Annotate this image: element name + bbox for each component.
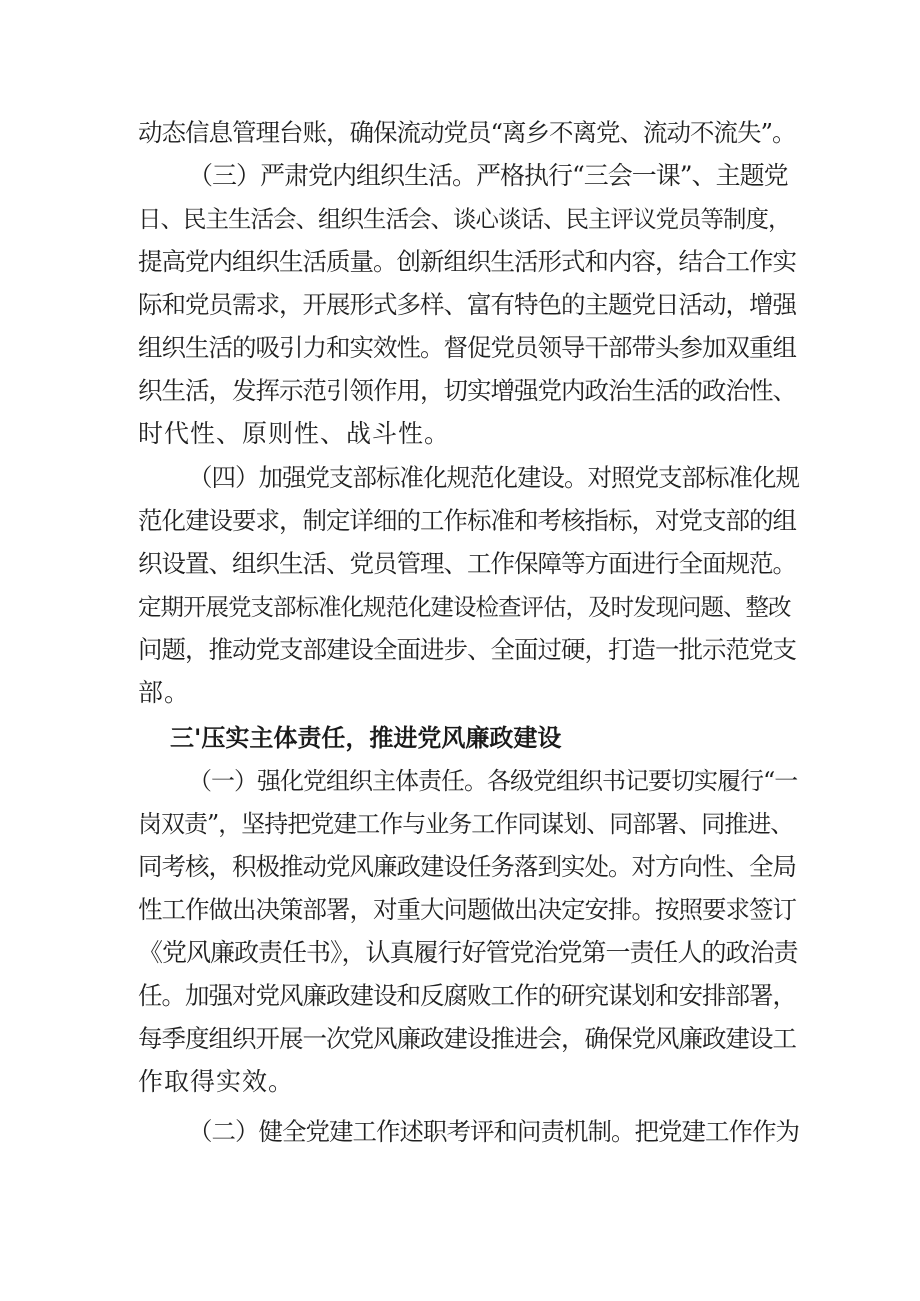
text-line: 范化建设要求，制定详细的工作标准和考核指标，对党支部的组 [138, 506, 796, 535]
paragraph-heading-4: （四）加强党支部标准化规范化建设。对照党支部标准化规 [188, 463, 799, 492]
text-line: 任。加强对党风廉政建设和反腐败工作的研究谋划和安排部署， [138, 981, 796, 1010]
text-line: 部。 [138, 678, 191, 707]
text-line: 《党风廉政责任书》，认真履行好管党治党第一责任人的政治责 [138, 938, 798, 967]
paragraph-heading-3: （三）严肃党内组织生活。严格执行“三会一课”、主题党 [188, 161, 788, 190]
text-line: 问题，推动党支部建设全面进步、全面过硬，打造一批示范党支 [138, 635, 796, 664]
text-line: 时代性、原则性、战斗性。 [138, 419, 451, 448]
text-line: 际和党员需求，开展形式多样、富有特色的主题党日活动，增强 [138, 290, 796, 319]
text-line: 织生活，发挥示范引领作用，切实增强党内政治生活的政治性、 [138, 376, 796, 405]
text-line: 提高党内组织生活质量。创新组织生活形式和内容，结合工作实 [138, 247, 796, 276]
text-line: 岗双责”，坚持把党建工作与业务工作同谋划、同部署、同推进、 [138, 810, 794, 838]
text-line: 每季度组织开展一次党风廉政建设推进会，确保党风廉政建设工 [138, 1024, 796, 1053]
text-line: 日、民主生活会、组织生活会、谈心谈话、民主评议党员等制度， [138, 205, 791, 233]
paragraph-heading-1: （一）强化党组织主体责任。各级党组织书记要切实履行“一 [188, 767, 798, 795]
text-line: 织设置、组织生活、党员管理、工作保障等方面进行全面规范。 [138, 549, 796, 578]
text-line: 动态信息管理台账，确保流动党员“离乡不离党、流动不流失”。 [138, 118, 796, 147]
text-line: 定期开展党支部标准化规范化建设检查评估，及时发现问题、整改 [138, 593, 791, 621]
text-line: 组织生活的吸引力和实效性。督促党员领导干部带头参加双重组 [138, 333, 796, 362]
section-heading: 三'压实主体责任，推进党风廉政建设 [170, 724, 562, 752]
text-line: 性工作做出决策部署，对重大问题做出决定安排。按照要求签订 [138, 895, 796, 924]
paragraph-heading-2: （二）健全党建工作述职考评和问责机制。把党建工作作为 [188, 1117, 799, 1146]
text-line: 作取得实效。 [138, 1067, 295, 1096]
text-line: 同考核，积极推动党风廉政建设任务落到实处。对方向性、全局 [138, 852, 796, 881]
